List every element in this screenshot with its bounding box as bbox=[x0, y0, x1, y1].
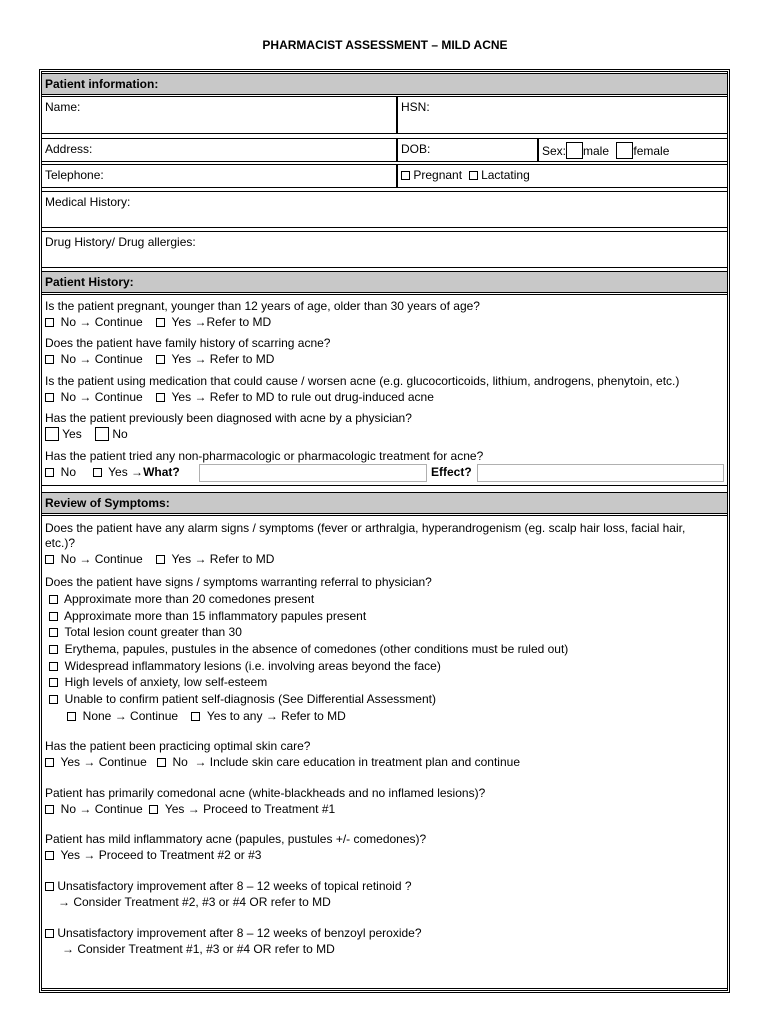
drug-history-field[interactable] bbox=[41, 231, 728, 268]
telephone-label: Telephone: bbox=[45, 168, 104, 182]
comedonal-yes-checkbox[interactable] bbox=[149, 805, 158, 814]
medical-history-label: Medical History: bbox=[45, 195, 131, 209]
address-label: Address: bbox=[45, 142, 93, 156]
female-label: female bbox=[633, 144, 670, 158]
skin-yes-action: → Continue bbox=[83, 755, 147, 769]
retinoid-action: → Consider Treatment #2, #3 or #4 OR refer to MD bbox=[58, 895, 331, 909]
page-title: PHARMACIST ASSESSMENT – MILD ACNE bbox=[262, 38, 508, 52]
family-yes-label: Yes bbox=[171, 352, 192, 366]
history-question-age: Is the patient pregnant, younger than 12 years of age, older than 30 years of age? bbox=[45, 299, 480, 313]
alarm-yes-label: Yes bbox=[171, 552, 192, 566]
referral-item-checkbox[interactable] bbox=[49, 645, 58, 654]
comedonal-no-checkbox[interactable] bbox=[45, 805, 54, 814]
alarm-question-line1: Does the patient have any alarm signs / symptoms (fever or arthralgia, hyperandrogenism (eg. scalp hair loss, facial hair, bbox=[45, 521, 686, 535]
referral-item-checkbox[interactable] bbox=[49, 662, 58, 671]
referral-item bbox=[49, 659, 441, 674]
hsn-field[interactable] bbox=[397, 96, 728, 134]
inflammatory-question: Patient has mild inflammatory acne (papules, pustules +/- comedones)? bbox=[45, 832, 427, 846]
inflammatory-answers bbox=[45, 848, 261, 863]
history-answers-family bbox=[45, 352, 274, 367]
age-no-checkbox[interactable] bbox=[45, 318, 54, 327]
referral-yes-action: → Refer to MD bbox=[265, 709, 346, 723]
male-checkbox[interactable] bbox=[566, 142, 583, 159]
referral-item bbox=[49, 692, 436, 707]
patient-information-header: Patient information: bbox=[41, 73, 728, 95]
sex-field bbox=[538, 138, 728, 162]
referral-item-label: Erythema, papules, pustules in the absence of comedones (other conditions must be ruled out) bbox=[64, 642, 569, 656]
referral-none-action: → Continue bbox=[114, 709, 179, 723]
medication-no-label: No bbox=[60, 390, 77, 404]
sex-label: Sex: bbox=[542, 144, 567, 158]
history-question-diagnosed: Has the patient previously been diagnosed with acne by a physician? bbox=[45, 411, 412, 425]
treatment-no-label: No bbox=[60, 465, 77, 479]
referral-item-label: Approximate more than 20 comedones present bbox=[64, 592, 315, 606]
age-no-label: No bbox=[60, 315, 77, 329]
referral-item bbox=[49, 592, 314, 607]
medication-yes-checkbox[interactable] bbox=[156, 393, 165, 402]
comedonal-answers bbox=[45, 802, 335, 817]
referral-answers bbox=[67, 709, 346, 724]
skin-yes-label: Yes bbox=[60, 755, 81, 769]
pregnant-label: Pregnant bbox=[413, 168, 463, 182]
skin-no-checkbox[interactable] bbox=[157, 758, 166, 767]
treatment-yes-checkbox[interactable] bbox=[93, 468, 102, 477]
skin-no-label: No bbox=[172, 755, 188, 769]
pregnant-checkbox[interactable] bbox=[401, 171, 410, 180]
pregnancy-status bbox=[397, 164, 728, 188]
inflammatory-yes-checkbox[interactable] bbox=[45, 851, 54, 860]
comedonal-question: Patient has primarily comedonal acne (white-blackheads and no inflamed lesions)? bbox=[45, 786, 486, 800]
referral-none-label: None bbox=[82, 709, 112, 723]
referral-item bbox=[49, 625, 242, 640]
diagnosed-yes-checkbox[interactable] bbox=[45, 427, 59, 441]
history-answers-diagnosed bbox=[45, 427, 128, 442]
treatment-effect-label: Effect? bbox=[431, 465, 472, 479]
referral-question: Does the patient have signs / symptoms warranting referral to physician? bbox=[45, 575, 432, 589]
referral-yes-label: Yes to any bbox=[206, 709, 263, 723]
referral-item bbox=[49, 675, 267, 690]
alarm-answers bbox=[45, 552, 274, 567]
name-field[interactable] bbox=[41, 96, 397, 134]
diagnosed-no-label: No bbox=[112, 427, 128, 441]
history-question-family: Does the patient have family history of scarring acne? bbox=[45, 336, 331, 350]
age-yes-checkbox[interactable] bbox=[156, 318, 165, 327]
referral-item-label: Widespread inflammatory lesions (i.e. involving areas beyond the face) bbox=[64, 659, 441, 673]
referral-item-checkbox[interactable] bbox=[49, 612, 58, 621]
family-yes-checkbox[interactable] bbox=[156, 355, 165, 364]
comedonal-no-action: → Continue bbox=[79, 802, 143, 816]
retinoid-checkbox[interactable] bbox=[45, 882, 54, 891]
history-answers-age bbox=[45, 315, 271, 330]
history-question-medication: Is the patient using medication that could cause / worsen acne (e.g. glucocorticoids, lithium, androgens, phenytoin, etc.) bbox=[45, 374, 680, 388]
alarm-no-label: No bbox=[60, 552, 77, 566]
inflammatory-yes-action: → Proceed to Treatment #2 or #3 bbox=[83, 848, 262, 862]
age-yes-label: Yes bbox=[171, 315, 192, 329]
inflammatory-yes-label: Yes bbox=[60, 848, 81, 862]
referral-item bbox=[49, 642, 568, 657]
treatment-what-label: What? bbox=[143, 465, 180, 479]
family-no-action: → Continue bbox=[79, 352, 143, 366]
medical-history-field[interactable] bbox=[41, 191, 728, 228]
skin-care-question: Has the patient been practicing optimal skin care? bbox=[45, 739, 311, 753]
hsn-label: HSN: bbox=[401, 100, 430, 114]
benzoyl-question bbox=[45, 926, 422, 941]
male-label: male bbox=[583, 144, 610, 158]
treatment-what-input[interactable] bbox=[199, 464, 427, 482]
alarm-yes-action: → Refer to MD bbox=[194, 552, 275, 566]
drug-history-label: Drug History/ Drug allergies: bbox=[45, 235, 196, 249]
age-no-action: → Continue bbox=[79, 315, 143, 329]
benzoyl-action: → Consider Treatment #1, #3 or #4 OR refer to MD bbox=[62, 942, 335, 956]
review-of-symptoms-header: Review of Symptoms: bbox=[41, 492, 728, 514]
comedonal-yes-action: → Proceed to Treatment #1 bbox=[187, 802, 336, 816]
comedonal-yes-label: Yes bbox=[164, 802, 185, 816]
skin-care-answers bbox=[45, 755, 520, 770]
referral-none-checkbox[interactable] bbox=[67, 712, 76, 721]
alarm-yes-checkbox[interactable] bbox=[156, 555, 165, 564]
telephone-field[interactable] bbox=[41, 164, 397, 188]
female-checkbox[interactable] bbox=[616, 142, 633, 159]
referral-item-checkbox[interactable] bbox=[49, 595, 58, 604]
history-answers-medication bbox=[45, 390, 434, 405]
lactating-label: Lactating bbox=[481, 168, 530, 182]
referral-yes-checkbox[interactable] bbox=[191, 712, 200, 721]
referral-item-label: Unable to confirm patient self-diagnosis (See Differential Assessment) bbox=[64, 692, 436, 706]
benzoyl-checkbox[interactable] bbox=[45, 929, 54, 938]
family-no-label: No bbox=[60, 352, 77, 366]
alarm-question-line2: etc.)? bbox=[45, 536, 76, 550]
lactating-checkbox[interactable] bbox=[469, 171, 478, 180]
age-yes-action: →Refer to MD bbox=[194, 315, 272, 329]
benzoyl-label: Unsatisfactory improvement after 8 – 12 weeks of benzoyl peroxide? bbox=[57, 926, 422, 940]
referral-item-label: Total lesion count greater than 30 bbox=[64, 625, 242, 639]
family-no-checkbox[interactable] bbox=[45, 355, 54, 364]
skin-yes-checkbox[interactable] bbox=[45, 758, 54, 767]
retinoid-label: Unsatisfactory improvement after 8 – 12 weeks of topical retinoid ? bbox=[57, 879, 412, 893]
alarm-no-action: → Continue bbox=[79, 552, 143, 566]
diagnosed-yes-label: Yes bbox=[62, 427, 82, 441]
name-label: Name: bbox=[45, 100, 81, 114]
alarm-no-checkbox[interactable] bbox=[45, 555, 54, 564]
family-yes-action: → Refer to MD bbox=[194, 352, 275, 366]
patient-history-header: Patient History: bbox=[41, 271, 728, 293]
referral-item bbox=[49, 609, 366, 624]
referral-item-checkbox[interactable] bbox=[49, 628, 58, 637]
referral-item-checkbox[interactable] bbox=[49, 678, 58, 687]
address-field[interactable] bbox=[41, 138, 397, 162]
medication-no-action: → Continue bbox=[79, 390, 143, 404]
history-question-treatment: Has the patient tried any non-pharmacologic or pharmacologic treatment for acne? bbox=[45, 449, 484, 463]
medication-no-checkbox[interactable] bbox=[45, 393, 54, 402]
treatment-no-checkbox[interactable] bbox=[45, 468, 54, 477]
diagnosed-no-checkbox[interactable] bbox=[95, 427, 109, 441]
retinoid-question bbox=[45, 879, 412, 894]
referral-item-checkbox[interactable] bbox=[49, 695, 58, 704]
treatment-effect-input[interactable] bbox=[477, 464, 724, 482]
medication-yes-action: → Refer to MD to rule out drug-induced acne bbox=[194, 390, 434, 404]
comedonal-no-label: No bbox=[60, 802, 77, 816]
history-answers-treatment bbox=[45, 465, 180, 480]
dob-label: DOB: bbox=[401, 142, 431, 156]
skin-no-action: → Include skin care education in treatment plan and continue bbox=[194, 755, 520, 769]
dob-field[interactable] bbox=[397, 138, 538, 162]
referral-item-label: Approximate more than 15 inflammatory papules present bbox=[64, 609, 367, 623]
referral-item-label: High levels of anxiety, low self-esteem bbox=[64, 675, 268, 689]
treatment-yes-label: Yes → bbox=[108, 465, 144, 479]
medication-yes-label: Yes bbox=[171, 390, 192, 404]
